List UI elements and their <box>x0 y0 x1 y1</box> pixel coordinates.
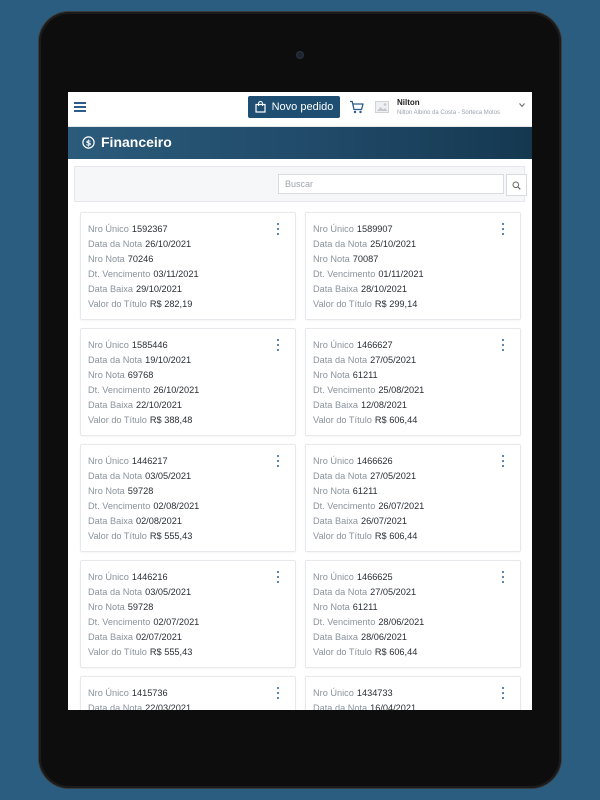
nro-unico-value: 1466627 <box>356 340 393 350</box>
user-avatar-image-icon <box>375 101 389 113</box>
camera-lens <box>297 52 303 58</box>
chevron-down-icon[interactable] <box>518 101 526 109</box>
nro-unico-label: Nro Único <box>88 340 129 350</box>
data-nota-label: Data da Nota <box>313 471 368 481</box>
nro-nota-value: 70246 <box>127 254 154 264</box>
data-nota-label: Data da Nota <box>88 703 143 710</box>
dt-vencimento-value: 26/10/2021 <box>153 385 200 395</box>
search-input[interactable] <box>278 174 504 194</box>
dt-vencimento-label: Dt. Vencimento <box>88 385 151 395</box>
data-baixa-value: 02/07/2021 <box>135 632 182 642</box>
data-nota-value: 16/04/2021 <box>370 703 417 710</box>
nro-unico-value: 1415736 <box>131 688 168 698</box>
financial-card <box>305 560 521 668</box>
dt-vencimento-value: 25/08/2021 <box>378 385 425 395</box>
data-baixa-value: 28/10/2021 <box>360 284 407 294</box>
dt-vencimento-value: 03/11/2021 <box>153 269 199 279</box>
dt-vencimento-label: Dt. Vencimento <box>88 501 151 511</box>
more-options-icon[interactable] <box>275 339 281 351</box>
data-nota-label: Data da Nota <box>313 703 368 710</box>
valor-titulo-label: Valor do Título <box>313 415 372 425</box>
nro-nota-label: Nro Nota <box>88 370 125 380</box>
search-bar <box>74 166 525 202</box>
shopping-bag-icon <box>255 101 266 113</box>
nro-unico-value: 1592367 <box>131 224 168 234</box>
nro-nota-label: Nro Nota <box>313 254 350 264</box>
financial-card <box>305 212 521 320</box>
nro-unico-label: Nro Único <box>313 456 354 466</box>
dt-vencimento-label: Dt. Vencimento <box>88 269 151 279</box>
more-options-icon[interactable] <box>275 687 281 699</box>
data-baixa-value: 12/08/2021 <box>360 400 407 410</box>
valor-titulo-value: R$ 606,44 <box>374 647 418 657</box>
nro-unico-label: Nro Único <box>313 340 354 350</box>
valor-titulo-label: Valor do Título <box>313 647 372 657</box>
more-options-icon[interactable] <box>275 571 281 583</box>
financial-card <box>305 328 521 436</box>
valor-titulo-label: Valor do Título <box>88 647 147 657</box>
nro-nota-value: 70087 <box>352 254 379 264</box>
data-nota-value: 03/05/2021 <box>145 471 192 481</box>
data-nota-value: 19/10/2021 <box>145 355 192 365</box>
valor-titulo-value: R$ 282,19 <box>149 299 193 309</box>
dollar-coin-icon <box>82 136 95 149</box>
data-baixa-label: Data Baixa <box>313 400 358 410</box>
financial-card <box>80 212 296 320</box>
new-order-button[interactable] <box>248 96 340 118</box>
financial-card <box>80 676 296 710</box>
dt-vencimento-label: Dt. Vencimento <box>313 501 376 511</box>
svg-text:$: $ <box>85 138 92 148</box>
nro-unico-value: 1589907 <box>356 224 393 234</box>
user-company: Nilton Albino da Costa - Sorteca Motos <box>397 110 501 116</box>
data-baixa-label: Data Baixa <box>88 516 133 526</box>
nro-nota-label: Nro Nota <box>313 486 350 496</box>
data-nota-label: Data da Nota <box>313 587 368 597</box>
financial-card <box>80 444 296 552</box>
dt-vencimento-label: Dt. Vencimento <box>313 269 376 279</box>
financial-card <box>305 444 521 552</box>
data-nota-value: 27/05/2021 <box>370 355 417 365</box>
dt-vencimento-value: 28/06/2021 <box>378 617 425 627</box>
nro-unico-value: 1466625 <box>356 572 393 582</box>
data-baixa-label: Data Baixa <box>313 516 358 526</box>
more-options-icon[interactable] <box>500 571 506 583</box>
data-baixa-value: 28/06/2021 <box>360 632 407 642</box>
dt-vencimento-value: 26/07/2021 <box>378 501 425 511</box>
more-options-icon[interactable] <box>275 455 281 467</box>
valor-titulo-value: R$ 555,43 <box>149 531 193 541</box>
data-nota-value: 22/03/2021 <box>145 703 192 710</box>
nro-unico-label: Nro Único <box>88 688 129 698</box>
nro-unico-label: Nro Único <box>313 688 354 698</box>
page-header <box>68 127 532 159</box>
financial-card <box>80 328 296 436</box>
dt-vencimento-value: 02/08/2021 <box>153 501 200 511</box>
nro-nota-value: 69768 <box>127 370 154 380</box>
new-order-label: Novo pedido <box>271 101 334 113</box>
nro-nota-value: 61211 <box>352 370 378 380</box>
data-baixa-value: 26/07/2021 <box>360 516 407 526</box>
data-baixa-label: Data Baixa <box>88 632 133 642</box>
dt-vencimento-value: 01/11/2021 <box>378 269 424 279</box>
valor-titulo-label: Valor do Título <box>313 531 372 541</box>
data-baixa-label: Data Baixa <box>313 284 358 294</box>
data-nota-label: Data da Nota <box>313 239 368 249</box>
nro-unico-label: Nro Único <box>88 456 129 466</box>
valor-titulo-label: Valor do Título <box>88 415 147 425</box>
nro-nota-value: 61211 <box>352 486 378 496</box>
financial-card <box>80 560 296 668</box>
more-options-icon[interactable] <box>500 687 506 699</box>
user-name: Nilton <box>397 98 420 107</box>
nro-unico-value: 1466626 <box>356 456 393 466</box>
data-baixa-label: Data Baixa <box>313 632 358 642</box>
valor-titulo-label: Valor do Título <box>88 299 147 309</box>
data-nota-value: 27/05/2021 <box>370 587 417 597</box>
cart-icon[interactable] <box>349 100 364 114</box>
nro-nota-label: Nro Nota <box>88 254 125 264</box>
valor-titulo-value: R$ 388,48 <box>149 415 193 425</box>
more-options-icon[interactable] <box>500 339 506 351</box>
nro-nota-label: Nro Nota <box>313 370 350 380</box>
search-button[interactable] <box>506 174 527 196</box>
nro-nota-value: 61211 <box>352 602 378 612</box>
nro-nota-label: Nro Nota <box>88 602 125 612</box>
dt-vencimento-value: 02/07/2021 <box>153 617 200 627</box>
data-baixa-value: 22/10/2021 <box>135 400 182 410</box>
financial-card <box>305 676 521 710</box>
valor-titulo-value: R$ 606,44 <box>374 415 418 425</box>
more-options-icon[interactable] <box>500 223 506 235</box>
nro-nota-label: Nro Nota <box>88 486 125 496</box>
nro-unico-label: Nro Único <box>88 224 129 234</box>
data-nota-label: Data da Nota <box>313 355 368 365</box>
valor-titulo-value: R$ 606,44 <box>374 531 418 541</box>
nro-unico-value: 1446216 <box>131 572 168 582</box>
more-options-icon[interactable] <box>275 223 281 235</box>
valor-titulo-value: R$ 299,14 <box>374 299 418 309</box>
more-options-icon[interactable] <box>500 455 506 467</box>
app-screen <box>68 92 532 710</box>
data-nota-value: 03/05/2021 <box>145 587 192 597</box>
valor-titulo-label: Valor do Título <box>313 299 372 309</box>
data-nota-label: Data da Nota <box>88 355 143 365</box>
nro-unico-value: 1585446 <box>131 340 168 350</box>
data-nota-label: Data da Nota <box>88 587 143 597</box>
nro-unico-label: Nro Único <box>313 572 354 582</box>
valor-titulo-label: Valor do Título <box>88 531 147 541</box>
hamburger-menu-icon[interactable] <box>74 101 86 115</box>
data-nota-value: 27/05/2021 <box>370 471 417 481</box>
data-baixa-label: Data Baixa <box>88 400 133 410</box>
dt-vencimento-label: Dt. Vencimento <box>313 385 376 395</box>
top-bar <box>68 92 532 127</box>
data-nota-value: 25/10/2021 <box>370 239 417 249</box>
nro-unico-value: 1446217 <box>131 456 168 466</box>
valor-titulo-value: R$ 555,43 <box>149 647 193 657</box>
dt-vencimento-label: Dt. Vencimento <box>313 617 376 627</box>
data-baixa-value: 29/10/2021 <box>135 284 182 294</box>
data-baixa-value: 02/08/2021 <box>135 516 182 526</box>
data-baixa-label: Data Baixa <box>88 284 133 294</box>
nro-nota-label: Nro Nota <box>313 602 350 612</box>
nro-nota-value: 59728 <box>127 486 154 496</box>
dt-vencimento-label: Dt. Vencimento <box>88 617 151 627</box>
data-nota-label: Data da Nota <box>88 471 143 481</box>
data-nota-value: 26/10/2021 <box>145 239 192 249</box>
nro-unico-label: Nro Único <box>313 224 354 234</box>
page-title: Financeiro <box>101 134 172 150</box>
nro-nota-value: 59728 <box>127 602 154 612</box>
search-icon <box>512 181 521 190</box>
nro-unico-label: Nro Único <box>88 572 129 582</box>
data-nota-label: Data da Nota <box>88 239 143 249</box>
nro-unico-value: 1434733 <box>356 688 393 698</box>
